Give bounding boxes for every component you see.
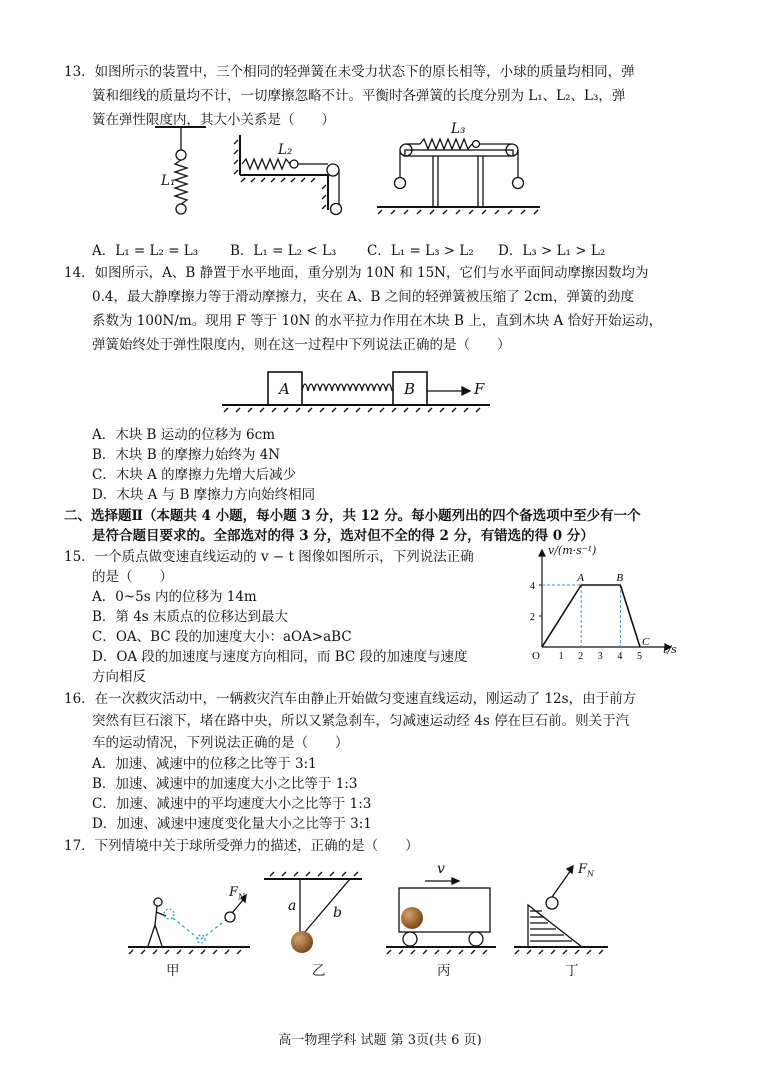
- q15-option-c: C．OA、BC 段的加速度大小：aOA>aBC: [92, 629, 352, 645]
- q16-line-2: 突然有巨石滚下，堵在路中央，所以又紧急刹车，匀减速运动经 4s 停在巨石前。则关于汽: [92, 713, 630, 729]
- q13-line-1: 13．如图所示的装置中，三个相同的轻弹簧在未受力状态下的原长相等，小球的质量均相同，弹: [64, 64, 635, 80]
- q14-line-3: 系数为 100N/m。现用 F 等于 10N 的水平拉力作用在木块 B 上，直到木块 A 恰好开始运动，: [92, 313, 663, 329]
- q14-option-b: B．木块 B 的摩擦力始终为 4N: [92, 447, 281, 463]
- vt-point-label: C: [642, 636, 650, 648]
- q17-line-1: 17．下列情境中关于球所受弹力的描述，正确的是（ ）: [64, 838, 419, 854]
- vt-xtick-label: 3: [597, 651, 603, 662]
- q15-option-a: A．0~5s 内的位移为 14m: [92, 589, 257, 605]
- vt-point-label: B: [616, 572, 624, 584]
- q16-option-d: D．加速、减速中速度变化量大小之比等于 3:1: [92, 816, 372, 832]
- q15-option-b: B．第 4s 末质点的位移达到最大: [92, 609, 289, 625]
- q15-option-d-cont: 方向相反: [92, 669, 146, 685]
- vt-ytick-label: 4: [530, 581, 535, 592]
- section2-line-2: 是符合题目要求的。全部选对的得 3 分，选对但不全的得 2 分，有错选的得 0 分）: [92, 528, 594, 544]
- q14-line-4: 弹簧始终处于弹性限度内，则在这一过程中下列说法正确的是（ ）: [92, 337, 511, 353]
- vt-point-label: A: [577, 572, 584, 584]
- block-a-label: A: [279, 380, 290, 398]
- block-b-label: B: [404, 380, 416, 398]
- label-l1: L₁: [161, 173, 176, 189]
- section2-line-1: 二、选择题Ⅱ（本题共 4 小题，每小题 3 分，共 12 分。每小题列出的四个备选项中至少有一个: [64, 508, 641, 524]
- vt-xtick-label: 1: [558, 651, 564, 662]
- q15-line-2: 的是（ ）: [92, 569, 173, 585]
- yi-string-b-label: b: [333, 905, 342, 921]
- q16-line-1: 16．在一次救灾活动中，一辆救灾汽车由静止开始做匀变速直线运动，刚运动了 12s，由于前方: [64, 691, 637, 707]
- caption-yi: 乙: [312, 963, 326, 979]
- bing-v-label: v: [437, 861, 445, 877]
- q16-option-c: C．加速、减速中的平均速度大小之比等于 1:3: [92, 796, 372, 812]
- q13-option-b: B．L₁ = L₂ < L₃: [230, 243, 337, 259]
- vt-ylabel: v/(m·s⁻¹): [548, 544, 597, 557]
- page-footer: 高一物理学科 试题 第 3页(共 6 页): [278, 1033, 482, 1048]
- q14-option-d: D．木块 A 与 B 摩擦力方向始终相同: [92, 487, 316, 503]
- vt-xtick-label: 2: [578, 651, 584, 662]
- vt-xtick-label: 4: [617, 651, 623, 662]
- q16-option-b: B．加速、减速中的加速度大小之比等于 1:3: [92, 776, 358, 792]
- vt-ytick-label: 2: [530, 612, 535, 623]
- q14-option-c: C．木块 A 的摩擦力先增大后减少: [92, 467, 297, 483]
- q15-line-1: 15．一个质点做变速直线运动的 v − t 图像如图所示，下列说法正确: [64, 549, 474, 565]
- force-f-label: F: [474, 380, 485, 398]
- jia-fn-label: $F_N$: [229, 885, 246, 902]
- label-l2: L₂: [278, 142, 293, 158]
- q16-line-3: 车的运动情况，下列说法正确的是（ ）: [92, 735, 349, 751]
- q14-option-a: A．木块 B 运动的位移为 6cm: [92, 427, 275, 443]
- q16-option-a: A．加速、减速中的位移之比等于 3:1: [92, 756, 317, 772]
- yi-string-a-label: a: [288, 898, 297, 914]
- q13-option-c: C．L₁ = L₃ > L₂: [367, 243, 474, 259]
- caption-ding: 丁: [565, 963, 579, 979]
- vt-point-label: O: [532, 650, 540, 662]
- q14-line-2: 0.4，最大静摩擦力等于滑动摩擦力，夹在 A、B 之间的轻弹簧被压缩了 2cm，弹簧的劲度: [92, 289, 634, 305]
- ding-fn-label: $F_N$: [578, 862, 595, 879]
- q13-line-3: 簧在弹性限度内，其大小关系是（ ）: [92, 112, 335, 128]
- caption-jia: 甲: [166, 963, 180, 979]
- vt-xtick-label: 5: [637, 651, 642, 662]
- q15-option-d: D．OA 段的加速度与速度方向相同，而 BC 段的加速度与速度: [92, 649, 468, 665]
- q13-line-2: 簧和细线的质量均不计，一切摩擦忽略不计。平衡时各弹簧的长度分别为 L₁、L₂、L₃，弹: [92, 88, 626, 104]
- label-l3: L₃: [451, 121, 466, 137]
- q13-option-d: D．L₃ > L₁ > L₂: [498, 243, 606, 259]
- q13-option-a: A．L₁ = L₂ = L₃: [92, 243, 199, 259]
- q14-line-1: 14．如图所示，A、B 静置于水平地面，重分别为 10N 和 15N，它们与水平面间动摩擦因数均为: [64, 265, 649, 281]
- vt-xlabel: t/s: [663, 643, 677, 656]
- caption-bing: 丙: [437, 963, 451, 979]
